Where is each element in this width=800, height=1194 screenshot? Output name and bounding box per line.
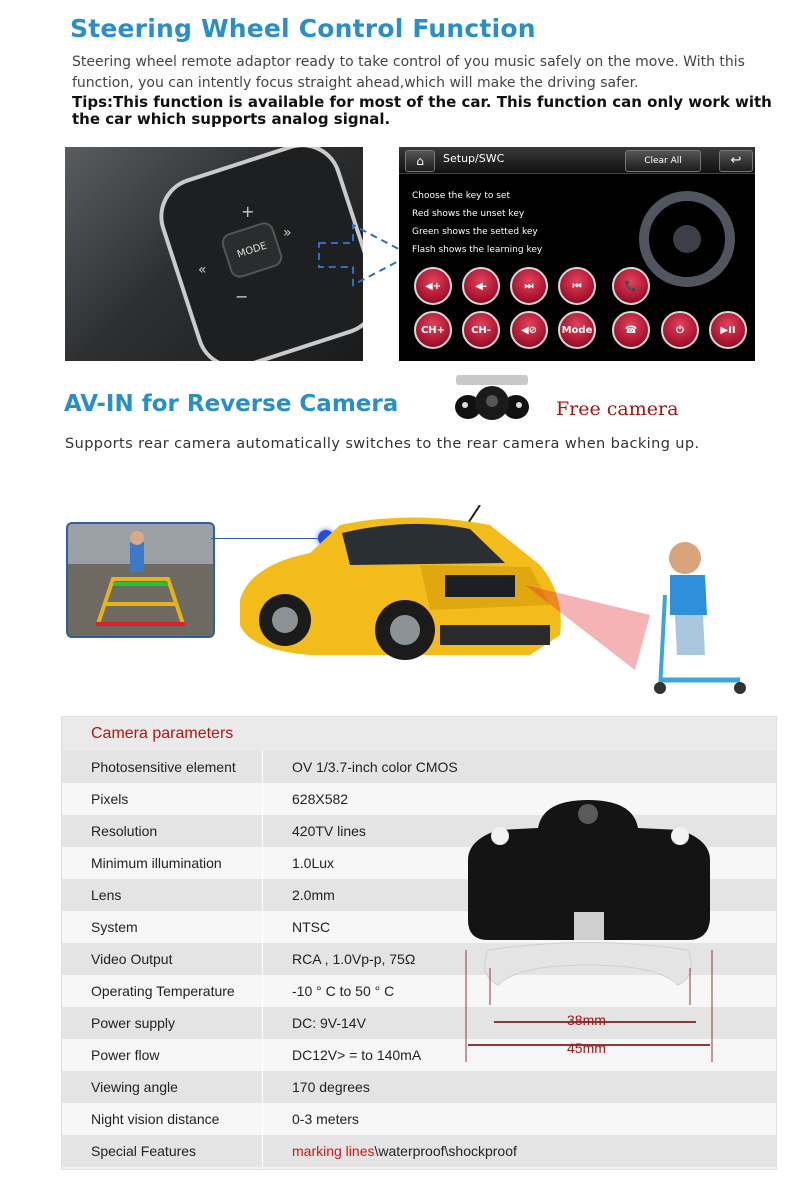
param-label: Power supply [91,1015,176,1031]
param-value: 628X582 [292,791,349,807]
hangup-button[interactable]: ☎ [612,311,650,349]
camera-support-text: Supports rear camera automatically switches to the rear camera when backing up. [65,436,700,452]
next-icon: » [283,225,292,241]
highlight-text: marking lines [292,1143,375,1159]
parking-lines-icon [68,524,213,636]
mute-button[interactable]: ◀⊘ [510,311,548,349]
param-label: Pixels [91,791,129,807]
param-value: RCA , 1.0Vp-p, 75Ω [292,951,416,967]
answer-call-button[interactable]: 📞 [612,267,650,305]
param-label: Special Features [91,1143,197,1159]
dimension-outer: 45mm [567,1040,606,1056]
swc-help-line: Flash shows the learning key [412,245,543,255]
camera-section-title: AV-IN for Reverse Camera [64,391,399,417]
table-row [62,1071,776,1103]
table-row [62,751,776,783]
prev-track-button[interactable]: ⏮ [558,267,596,305]
home-icon[interactable]: ⌂ [405,150,435,172]
param-value: -10 ° C to 50 ° C [292,983,395,999]
param-label: Resolution [91,823,158,839]
power-button[interactable]: ⏻ [661,311,699,349]
car-image [230,505,575,675]
swc-title: Steering Wheel Control Function [70,14,536,43]
swc-help-line: Choose the key to set [412,191,510,201]
minus-icon: − [235,287,249,306]
swc-help-line: Red shows the unset key [412,209,525,219]
steering-wheel-icon [639,191,735,287]
reverse-monitor-view [66,522,215,638]
feature-text: \waterproof\shockproof [374,1143,517,1159]
param-label: Operating Temperature [91,983,235,999]
volume-down-button[interactable]: ◀- [462,267,500,305]
table-header [62,717,776,751]
param-value: DC12V> = to 140mA [292,1047,422,1063]
param-value: 2.0mm [292,887,335,903]
param-label: Photosensitive element [91,759,236,775]
back-icon[interactable]: ↩ [719,150,753,172]
mode-button[interactable]: Mode [558,311,596,349]
prev-icon: « [198,262,207,278]
param-label: Viewing angle [91,1079,178,1095]
param-label: Power flow [91,1047,160,1063]
camera-product-image [458,800,720,1070]
next-track-button[interactable]: ⏭ [510,267,548,305]
mode-button-photo: MODE [219,220,285,280]
param-value: NTSC [292,919,331,935]
param-value: 170 degrees [292,1079,370,1095]
table-row [62,1103,776,1135]
child-on-scooter-image [645,540,755,695]
camera-icon [446,373,538,423]
clear-all-button[interactable]: Clear All [625,150,701,172]
param-value: 420TV lines [292,823,366,839]
param-value [292,1143,517,1159]
swc-help-line: Green shows the setted key [412,227,538,237]
dimension-inner: 38mm [567,1012,606,1028]
ch-up-button[interactable]: CH+ [414,311,452,349]
swc-intro: Steering wheel remote adaptor ready to take control of you music safely on the move. With this function, you can intently focus straight ahead,which will make the driving safer. [72,54,745,91]
camera-beam-icon [525,575,650,675]
param-label: Lens [91,887,122,903]
play-pause-button[interactable]: ▶II [709,311,747,349]
param-label: Night vision distance [91,1111,220,1127]
volume-up-button[interactable]: ◀+ [414,267,452,305]
swc-screen [399,147,755,361]
table-row [62,1135,776,1167]
param-value: DC: 9V-14V [292,1015,366,1031]
table-title: Camera parameters [91,725,234,742]
column-divider [262,751,263,1169]
ch-down-button[interactable]: CH- [462,311,500,349]
param-label: System [91,919,138,935]
free-camera-label: Free camera [556,398,679,420]
param-label: Video Output [91,951,173,967]
swc-screen-title: Setup/SWC [443,152,505,165]
param-value: OV 1/3.7-inch color CMOS [292,759,458,775]
swc-tips: Tips:This function is available for most of the car. This function can only work with the car which supports analog signal. [72,93,772,128]
param-label: Minimum illumination [91,855,222,871]
plus-icon: + [241,202,255,221]
param-value: 1.0Lux [292,855,335,871]
param-value: 0-3 meters [292,1111,359,1127]
